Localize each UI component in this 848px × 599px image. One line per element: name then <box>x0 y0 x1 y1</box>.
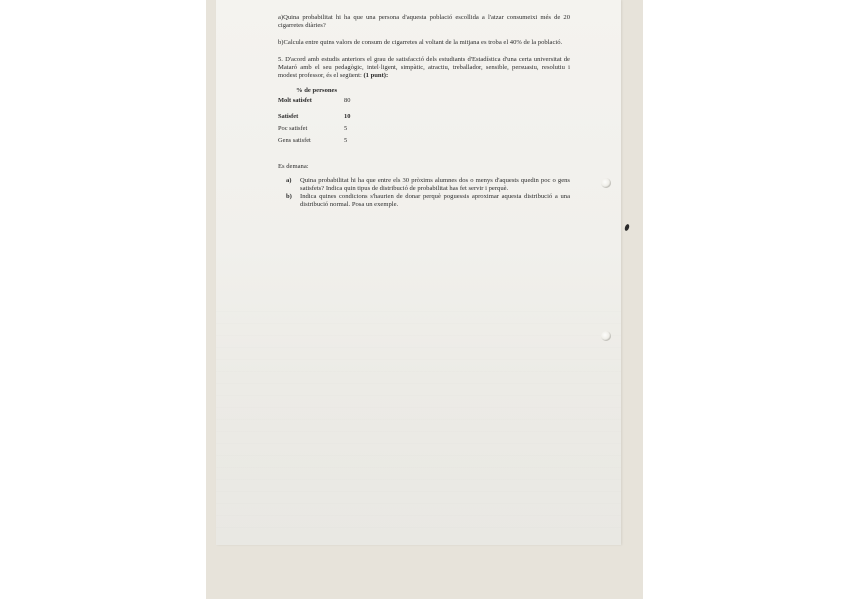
row-value: 5 <box>344 136 348 144</box>
question-5-points: (1 punt): <box>363 72 389 80</box>
table-row <box>278 125 398 135</box>
question-5-text: 5. D'acord amb estudis anteriors el grau de satisfacció dels estudiants d'Estadística d'una certa universitat de Mataró amb el seu pedagògic, intel·ligent, simpàtic, atractiu, treballador, sensible, persuasiu, resolutiu i modest professor, és el següent: <box>278 56 570 80</box>
row-value: 5 <box>344 124 348 132</box>
table-header: % de persones <box>296 86 338 94</box>
item-text: Quina probabilitat hi ha que entre els 30 pròxims alumnes dos o menys d'aquests quedin poc o gens satisfets? Indica quin tipus de distribució de probabilitat has fet servir i perquè. <box>300 176 570 192</box>
question-intro: Es demana: <box>278 162 309 170</box>
question-4a: a)Quina probabilitat hi ha que una persona d'aquesta població escollida a l'atzar consumeixi més de 20 cigarretes diàries? <box>278 14 570 30</box>
row-value: 10 <box>344 112 351 120</box>
punch-hole-bottom <box>601 331 611 341</box>
item-text: Indica quines condicions s'haurien de donar perquè poguessis aproximar aquesta distribució a una distribució normal. Posa un exemple. <box>300 192 570 208</box>
item-marker: b) <box>286 192 292 200</box>
sub-questions <box>278 177 570 209</box>
punch-hole-top <box>601 178 611 188</box>
row-value: 80 <box>344 96 351 104</box>
table-row <box>278 113 398 123</box>
paper-texture <box>216 300 621 530</box>
row-category: Molt satisfet <box>278 96 312 104</box>
list-item <box>286 193 570 209</box>
exam-content <box>278 14 570 209</box>
table-row <box>278 137 398 147</box>
question-4b: b)Calcula entre quins valors de consum de cigarretes al voltant de la mitjana es troba el 40% de la població. <box>278 39 563 47</box>
row-category: Gens satisfet <box>278 136 311 144</box>
item-marker: a) <box>286 176 292 184</box>
paper-sheet <box>216 0 621 545</box>
ink-mark <box>624 224 630 232</box>
table-row <box>278 97 398 107</box>
satisfaction-table <box>278 87 570 153</box>
row-category: Poc satisfet <box>278 124 308 132</box>
photo-frame <box>206 0 643 599</box>
row-category: Satisfet <box>278 112 299 120</box>
question-5-statement <box>278 56 570 80</box>
list-item <box>286 177 570 193</box>
